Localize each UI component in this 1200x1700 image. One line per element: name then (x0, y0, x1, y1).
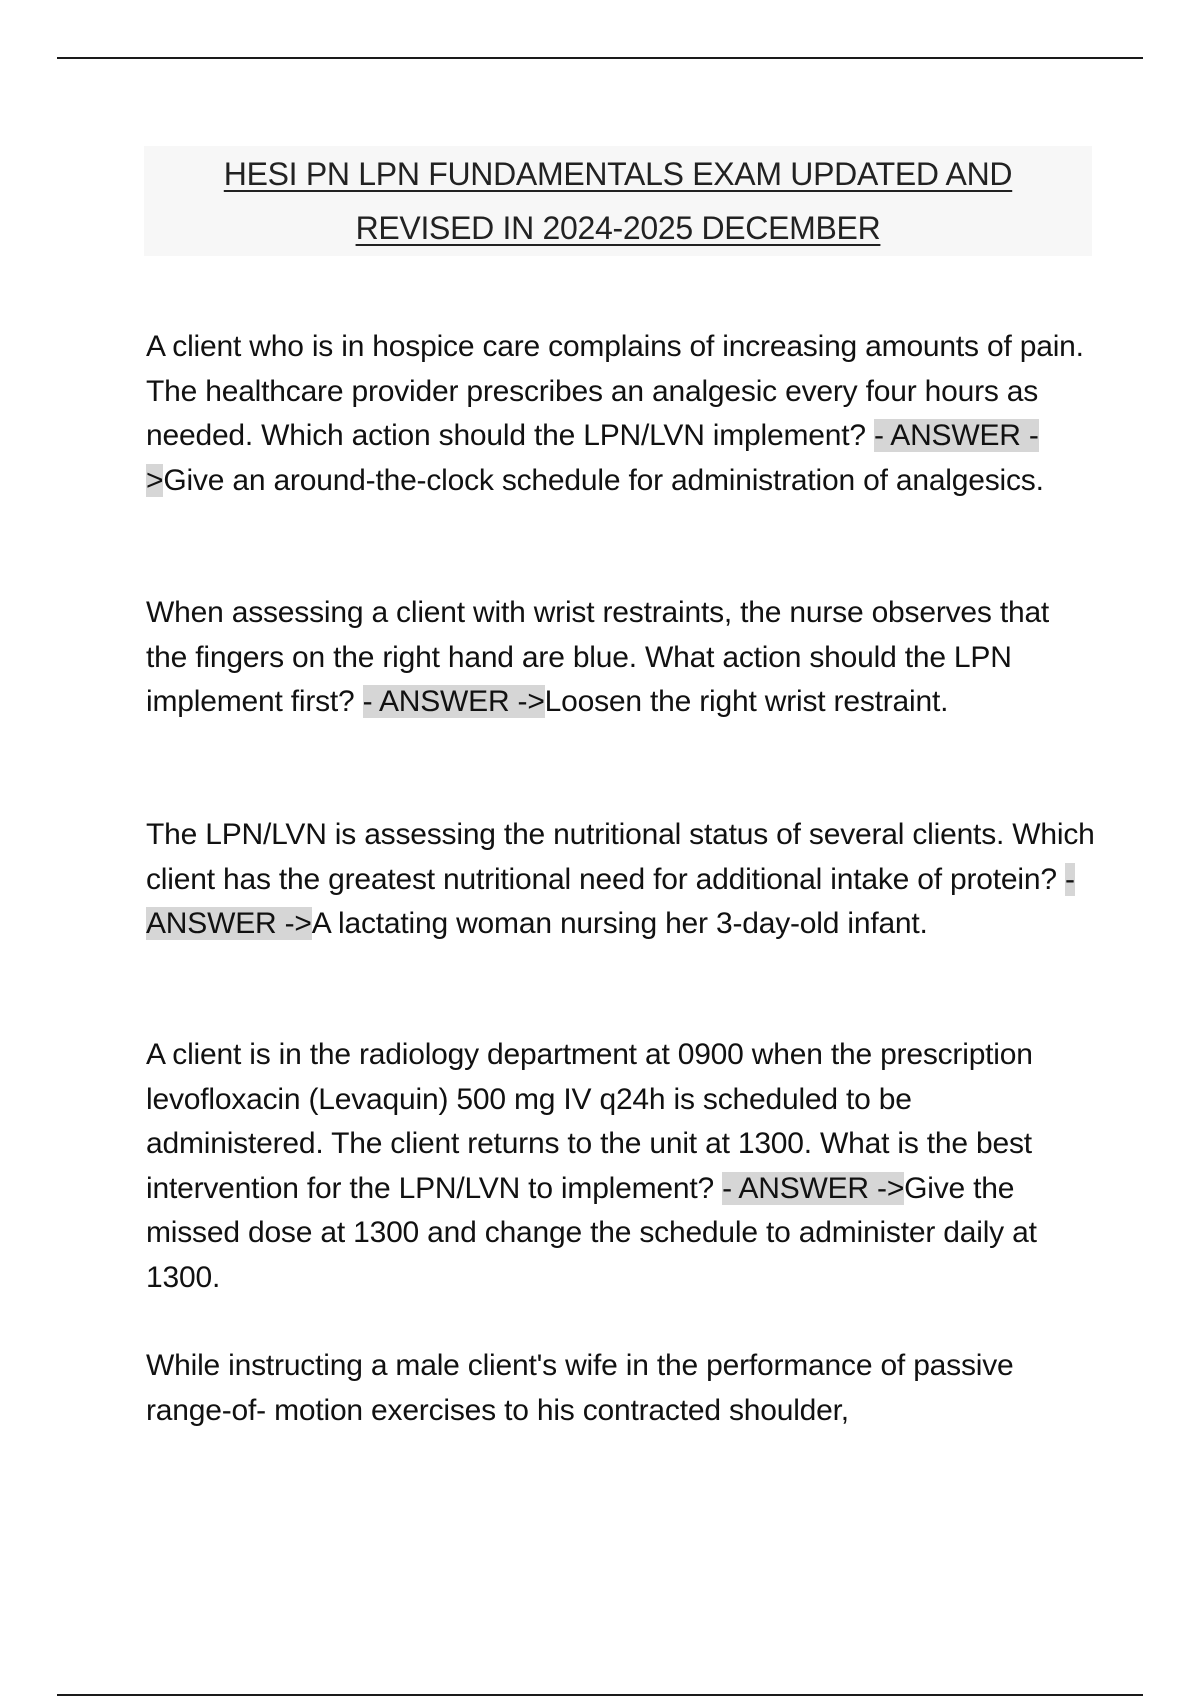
qa-item-4 (146, 1033, 1096, 1300)
answer-marker: - ANSWER -> (362, 685, 545, 718)
answer-marker: - ANSWER -> (722, 1171, 905, 1205)
answer-text: A lactating woman nursing her 3-day-old infant. (311, 907, 928, 940)
document-title-block (144, 146, 1092, 256)
document-title-line-1 (144, 146, 1092, 201)
answer-marker: - ANSWER -> (146, 419, 1039, 497)
question-text: The LPN/LVN is assessing the nutritional status of several clients. Which client has the greatest nutritional need for additional intake of protein? (146, 818, 1095, 896)
document-title-line-2 (144, 201, 1092, 255)
document-title-text-1: HESI PN LPN FUNDAMENTALS EXAM UPDATED AND (223, 156, 1013, 192)
qa-item-3 (146, 813, 1096, 947)
bottom-divider (57, 1694, 1143, 1696)
qa-item-1 (146, 325, 1096, 503)
answer-text: Loosen the right wrist restraint. (544, 685, 949, 718)
question-text: While instructing a male client's wife in the performance of passive range-of- motion exercises to his contracted shoulder, (146, 1349, 1014, 1427)
answer-text: Give the missed dose at 1300 and change the schedule to administer daily at 1300. (146, 1171, 1037, 1294)
question-text: A client who is in hospice care complains of increasing amounts of pain. The healthcare provider prescribes an analgesic every four hours as needed. Which action should the LPN/LVN implement? (146, 330, 1084, 452)
question-text: When assessing a client with wrist restraints, the nurse observes that the fingers on the right hand are blue. What action should the LPN implement first? (146, 596, 1050, 718)
question-text: A client is in the radiology department at 0900 when the prescription levofloxacin (Levaquin) 500 mg IV q24h is scheduled to be administered. The client returns to the unit at 1300. What is the best intervention for the LPN/LVN to implement? (146, 1038, 1033, 1205)
answer-marker: - ANSWER -> (146, 862, 1075, 940)
document-title-text-2: REVISED IN 2024-2025 DECEMBER (355, 210, 881, 246)
qa-item-2 (146, 591, 1096, 725)
qa-item-5 (146, 1344, 1096, 1433)
top-divider (57, 57, 1143, 59)
answer-text: Give an around-the-clock schedule for administration of analgesics. (163, 463, 1044, 497)
